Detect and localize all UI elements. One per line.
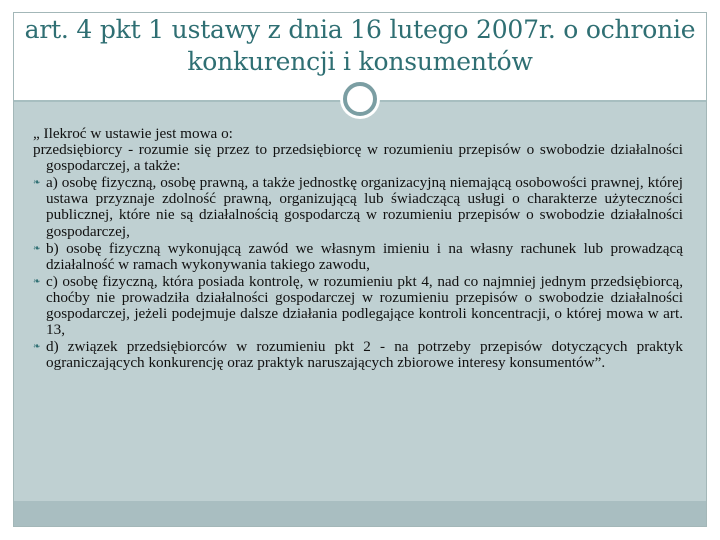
slide-title: art. 4 pkt 1 ustawy z dnia 16 lutego 2007r. o ochronie konkurencji i konsumentów bbox=[24, 15, 696, 76]
leaf-bullet-icon: ❧ bbox=[33, 242, 41, 253]
leaf-bullet-icon: ❧ bbox=[33, 275, 41, 286]
definition-text: przedsiębiorcy - rozumie się przez to przedsiębiorcę w rozumieniu przepisów o swobodzie działalności gospodarczej, a także: bbox=[33, 141, 683, 175]
list-item-d bbox=[33, 338, 683, 371]
leaf-bullet-icon: ❧ bbox=[33, 341, 41, 352]
list-item-b bbox=[33, 240, 683, 273]
list-item-text: a) osobę fizyczną, osobę prawną, a także jednostkę organizacyjną niemającą osobowości prawnej, której ustawa przyznaje zdolność prawną, organizującą lub świadczącą usługi o charakterze użyteczności publicznej, które nie są działalnością gospodarczą w rozumieniu przepisów o swobodzie działalności gospodarczej, bbox=[46, 174, 683, 240]
intro-line: „ Ilekroć w ustawie jest mowa o: bbox=[33, 125, 233, 142]
list-item-text: d) związek przedsiębiorców w rozumieniu pkt 2 - na potrzeby przepisów dotyczących praktyk ograniczających konkurencję oraz praktyk naruszających zbiorowe interesy konsumentów”. bbox=[46, 338, 683, 372]
list-item-text: c) osobę fizyczną, która posiada kontrolę, w rozumieniu pkt 4, nad co najmniej jednym przedsiębiorcą, choćby nie prowadziła działalności gospodarczej w rozumieniu przepisów o swobodzie działalności gospodarczej, jeżeli podejmuje dalsze działania podlegające kontroli koncentracji, o której mowa w art. 13, bbox=[46, 272, 683, 339]
list-item-text: b) osobę fizyczną wykonującą zawód we własnym imieniu i na własny rachunek lub prowadzącą działalność w ramach wykonywania takiego zawodu, bbox=[46, 239, 683, 273]
list-item-c bbox=[33, 273, 683, 338]
body-text bbox=[33, 126, 683, 371]
leaf-bullet-icon: ❧ bbox=[33, 177, 41, 188]
definition-paragraph bbox=[33, 142, 683, 174]
list-item-a bbox=[33, 174, 683, 239]
